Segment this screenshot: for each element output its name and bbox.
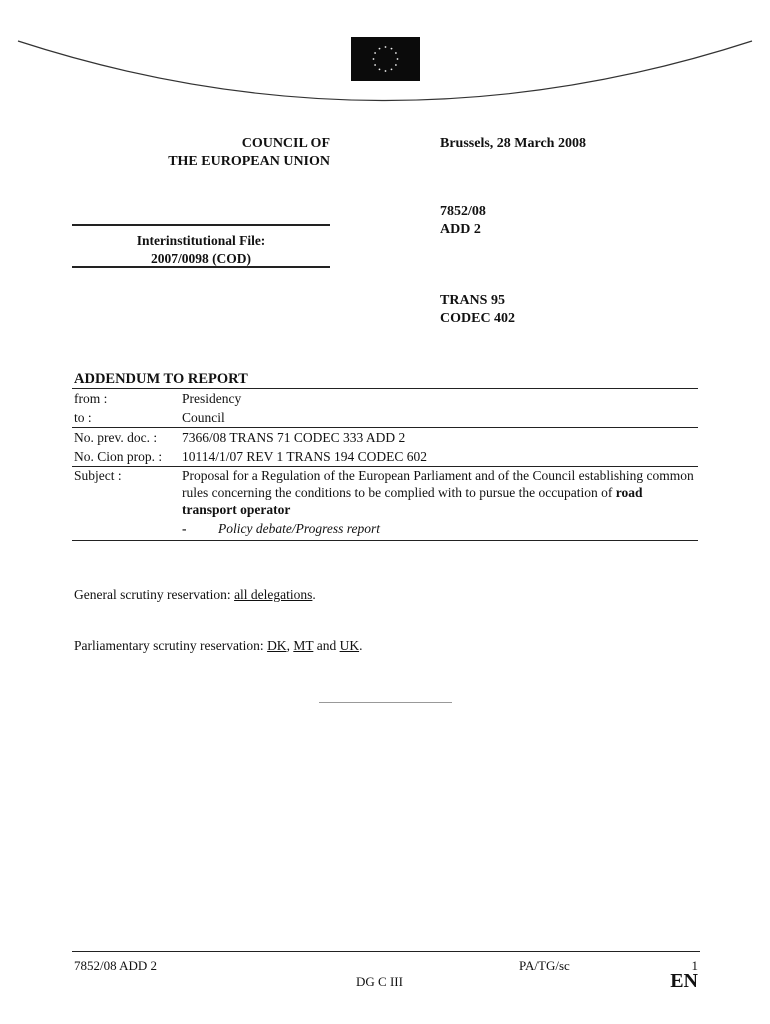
meta-row-from [72,389,698,408]
trans-code: TRANS 95 [440,293,505,308]
meta-value: 7366/08 TRANS 71 CODEC 333 ADD 2 [182,430,406,445]
subject-dash-item [72,520,698,540]
dash-item-text: Policy debate/Progress report [218,521,380,536]
meta-value: Council [182,410,225,425]
parl-prefix: Parliamentary scrutiny reservation: [74,638,264,653]
footer-rule [72,951,700,952]
meta-group-1 [72,388,698,427]
footer-initials: PA/TG/sc [519,958,570,973]
document-reference [440,203,486,239]
meta-group-subject [72,466,698,541]
parl-uk: UK [339,638,360,653]
council-line-2: THE EUROPEAN UNION [168,154,330,169]
footer-page-number: 1 [691,958,698,973]
general-prefix: General scrutiny reservation: [74,587,231,602]
meta-value: 10114/1/07 REV 1 TRANS 194 CODEC 602 [182,449,428,464]
parl-sep: , [286,638,290,653]
parl-and: and [316,638,337,653]
subject-plain: Proposal for a Regulation of the European Parliament and of the Council establishing common rules concerning the conditions to be complied with to pursue the occupation of [182,468,694,500]
interinstitutional-file-box [72,224,330,268]
end-separator [319,702,452,703]
dash-marker: - [182,521,187,536]
parl-suffix: . [359,638,363,653]
interinstitutional-label: Interinstitutional File: [136,233,266,248]
classification-codes [440,292,515,328]
meta-key: Subject : [74,468,122,483]
general-suffix: . [312,587,316,602]
parl-dk: DK [267,638,287,653]
interinstitutional-code: 2007/0098 (COD) [150,251,252,266]
subject-text [182,467,698,518]
meta-key: No. prev. doc. : [74,430,158,445]
meta-row-to [72,408,698,427]
meta-row-subject [72,467,698,520]
general-delegations: all delegations [234,587,313,602]
footer-dg: DG C III [356,974,403,989]
council-line-1: COUNCIL OF [241,136,330,151]
codec-code: CODEC 402 [440,311,516,326]
meta-row-cion-prop [72,447,698,466]
meta-key: to : [74,410,92,425]
addendum-meta-table [72,388,698,541]
meta-value: Presidency [182,391,242,406]
footer-doc-ref: 7852/08 ADD 2 [74,958,158,973]
document-date: Brussels, 28 March 2008 [440,136,586,151]
addendum-title: ADDENDUM TO REPORT [74,371,248,387]
meta-row-prev-doc [72,428,698,447]
doc-number: 7852/08 [440,204,486,219]
eu-stars-icon [351,37,420,81]
council-name [60,135,330,171]
doc-add: ADD 2 [440,222,481,237]
meta-group-2 [72,427,698,466]
general-scrutiny-paragraph [74,587,316,603]
parliamentary-scrutiny-paragraph [74,638,362,654]
parl-mt: MT [293,638,314,653]
subject-bold: road transport operator [182,485,643,517]
eu-flag-logo [351,37,420,81]
footer-language: EN [670,970,698,992]
meta-key: from : [74,391,108,406]
meta-key: No. Cion prop. : [74,449,163,464]
